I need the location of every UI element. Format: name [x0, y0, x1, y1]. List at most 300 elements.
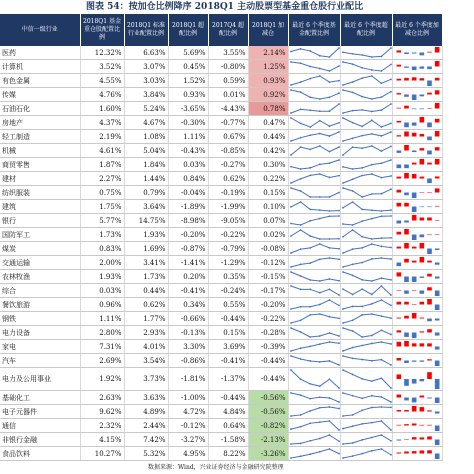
spark-bar	[427, 249, 432, 255]
spark-point	[361, 288, 363, 290]
spark-overweight-line	[341, 74, 393, 87]
spark-bar	[396, 221, 401, 224]
spark-point	[309, 279, 311, 281]
overweight-q1-cell: -3.27%	[168, 433, 208, 447]
spark-point	[370, 280, 372, 282]
spark-point	[370, 437, 372, 439]
spark-bar	[411, 215, 416, 221]
spark-overweight-cell	[340, 88, 392, 102]
change-q1-cell: -0.44%	[248, 368, 288, 391]
spark-bar	[419, 67, 424, 69]
header-spark-overweight: 最近 6 个季度超配比例	[340, 14, 392, 46]
spark-change-cell	[392, 102, 442, 116]
fund-ratio-cell: 9.62%	[80, 405, 124, 419]
spark-point	[338, 440, 340, 442]
spark-point	[380, 109, 382, 111]
spark-overweight-line	[341, 354, 393, 367]
industry-name-text: 农林牧渔	[2, 272, 30, 281]
overweight-q1-cell: -3.65%	[168, 102, 208, 116]
change-q1-cell: -0.39%	[248, 340, 288, 354]
spark-point	[309, 440, 311, 442]
spark-point	[361, 359, 363, 361]
spark-bar	[419, 379, 424, 381]
fund-ratio-cell: 4.15%	[80, 433, 124, 447]
spark-point	[338, 453, 340, 455]
allocation-table	[0, 14, 443, 461]
spark-point	[380, 406, 382, 408]
change-q1-cell: -0.08%	[248, 242, 288, 256]
spark-overweight-cell	[340, 433, 392, 447]
spark-bar	[411, 163, 416, 165]
spark-point	[290, 355, 292, 357]
change-q1-cell: -0.15%	[248, 270, 288, 284]
spark-point	[361, 378, 363, 380]
spark-line	[343, 104, 391, 113]
spark-line	[343, 435, 391, 444]
header-overweight-q4: 2017Q4 超配比例	[208, 14, 248, 46]
spark-point	[309, 453, 311, 455]
spark-overweight-cell	[340, 74, 392, 88]
spark-bar	[396, 342, 401, 347]
spark-bar	[396, 374, 401, 379]
spark-point	[309, 306, 311, 308]
change-q1-cell: 0.42%	[248, 144, 288, 158]
spark-bar	[427, 287, 432, 290]
spark-overweight-cell	[340, 270, 392, 284]
spark-point	[380, 285, 382, 287]
spark-change-cell	[392, 433, 442, 447]
spark-bar	[434, 291, 439, 297]
spark-point	[342, 428, 344, 430]
spark-fund-line	[289, 405, 341, 418]
spark-bar	[434, 361, 439, 367]
table-row	[0, 102, 442, 116]
spark-point	[380, 126, 382, 128]
spark-line	[343, 300, 391, 309]
spark-bar	[434, 176, 439, 178]
spark-bar	[411, 398, 416, 403]
spark-point	[390, 103, 392, 105]
table-row	[0, 433, 442, 447]
spark-point	[299, 229, 301, 231]
spark-bar	[404, 221, 409, 223]
spark-point	[338, 238, 340, 240]
spark-point	[342, 457, 344, 459]
spark-overweight-cell	[340, 46, 392, 60]
spark-fund-line	[289, 284, 341, 297]
fund-ratio-cell: 2.00%	[80, 256, 124, 270]
spark-point	[309, 134, 311, 136]
spark-line	[343, 342, 391, 351]
spark-point	[290, 308, 292, 310]
spark-bar	[434, 249, 439, 250]
spark-change-bars	[393, 144, 443, 157]
spark-point	[342, 288, 344, 290]
overweight-q4-cell: -1.99%	[208, 200, 248, 214]
spark-point	[299, 288, 301, 290]
spark-point	[351, 81, 353, 83]
fund-ratio-cell: 0.75%	[80, 186, 124, 200]
spark-point	[351, 201, 353, 203]
spark-change-bars	[393, 200, 443, 213]
spark-overweight-cell	[340, 116, 392, 130]
spark-fund-cell	[288, 391, 340, 405]
table-row	[0, 60, 442, 74]
spark-fund-cell	[288, 228, 340, 242]
overweight-q1-cell: 0.20%	[168, 270, 208, 284]
industry-name	[0, 270, 80, 284]
fund-ratio-cell: 1.73%	[80, 228, 124, 242]
industry-name	[0, 186, 80, 200]
spark-point	[390, 401, 392, 403]
spark-point	[318, 258, 320, 260]
table-row	[0, 130, 442, 144]
spark-change-cell	[392, 74, 442, 88]
change-q1-cell: -0.56%	[248, 405, 288, 419]
spark-overweight-cell	[340, 405, 392, 419]
spark-overweight-cell	[340, 298, 392, 312]
std-ratio-cell: 6.63%	[124, 46, 168, 60]
spark-point	[318, 68, 320, 70]
spark-overweight-line	[341, 298, 393, 311]
header-change: 2018Q1 加减仓	[248, 14, 288, 46]
industry-name	[0, 214, 80, 228]
spark-fund-line	[289, 368, 341, 390]
spark-bar	[419, 243, 424, 249]
industry-name	[0, 326, 80, 340]
std-ratio-cell: 2.93%	[124, 326, 168, 340]
spark-bar	[434, 398, 439, 404]
spark-fund-line	[289, 270, 341, 283]
spark-point	[318, 145, 320, 147]
std-ratio-cell: 1.69%	[124, 242, 168, 256]
overweight-q4-cell: 0.15%	[208, 326, 248, 340]
spark-change-cell	[392, 270, 442, 284]
spark-line	[291, 244, 339, 253]
spark-bar	[411, 207, 416, 213]
spark-point	[318, 438, 320, 440]
table-row	[0, 214, 442, 228]
fund-ratio-cell: 10.27%	[80, 447, 124, 461]
spark-change-cell	[392, 200, 442, 214]
spark-bar	[419, 78, 424, 80]
spark-point	[351, 168, 353, 170]
spark-point	[370, 164, 372, 166]
spark-change-bars	[393, 391, 443, 404]
spark-point	[380, 162, 382, 164]
industry-name-text: 电子元器件	[2, 407, 37, 416]
spark-bar	[404, 259, 409, 263]
change-q1-cell: 0.07%	[248, 214, 288, 228]
spark-bar	[434, 61, 439, 67]
spark-bar	[396, 247, 401, 249]
spark-point	[390, 279, 392, 281]
spark-fund-line	[289, 326, 341, 339]
spark-overweight-cell	[340, 158, 392, 172]
spark-point	[338, 215, 340, 217]
spark-bar	[411, 174, 416, 179]
overweight-q4-cell: -0.22%	[208, 228, 248, 242]
spark-overweight-line	[341, 326, 393, 339]
spark-bar	[419, 109, 424, 110]
spark-point	[370, 243, 372, 245]
spark-change-cell	[392, 186, 442, 200]
spark-point	[290, 112, 292, 114]
spark-change-bars	[393, 419, 443, 432]
spark-point	[351, 122, 353, 124]
spark-line	[343, 118, 391, 127]
spark-point	[380, 135, 382, 137]
spark-point	[290, 457, 292, 459]
spark-point	[370, 193, 372, 195]
spark-bar	[419, 235, 424, 238]
spark-bar	[434, 103, 439, 109]
spark-line	[343, 421, 391, 430]
spark-overweight-line	[341, 130, 393, 143]
change-q1-cell: 0.47%	[248, 116, 288, 130]
change-q1-cell: 0.30%	[248, 158, 288, 172]
overweight-q1-cell: 0.34%	[168, 298, 208, 312]
overweight-q1-cell: -0.20%	[168, 228, 208, 242]
spark-fund-cell	[288, 405, 340, 419]
spark-point	[290, 285, 292, 287]
spark-line	[291, 62, 339, 71]
spark-line	[291, 421, 339, 430]
spark-bar	[404, 451, 409, 453]
spark-point	[370, 69, 372, 71]
spark-point	[328, 110, 330, 112]
table-row	[0, 186, 442, 200]
spark-line	[291, 342, 339, 351]
spark-fund-line	[289, 312, 341, 325]
industry-name-text: 汽车	[2, 356, 16, 365]
spark-bar	[427, 436, 432, 439]
spark-bar	[396, 263, 401, 267]
spark-bar	[419, 437, 424, 439]
spark-point	[342, 271, 344, 273]
spark-bar	[396, 272, 401, 276]
spark-bar	[419, 177, 424, 179]
spark-fund-cell	[288, 284, 340, 298]
spark-point	[309, 148, 311, 150]
spark-point	[380, 210, 382, 212]
spark-point	[342, 61, 344, 63]
spark-bar	[419, 117, 424, 123]
spark-change-bars	[393, 242, 443, 255]
spark-bar	[427, 179, 432, 184]
spark-point	[390, 91, 392, 93]
spark-point	[370, 407, 372, 409]
spark-point	[328, 434, 330, 436]
spark-point	[370, 111, 372, 113]
spark-point	[299, 137, 301, 139]
industry-name	[0, 256, 80, 270]
spark-point	[318, 98, 320, 100]
fund-ratio-cell: 1.87%	[80, 158, 124, 172]
spark-overweight-line	[341, 88, 393, 101]
spark-fund-cell	[288, 200, 340, 214]
spark-point	[351, 92, 353, 94]
industry-name	[0, 447, 80, 461]
spark-bar	[419, 450, 424, 453]
spark-bar	[404, 398, 409, 401]
spark-point	[318, 361, 320, 363]
spark-fund-cell	[288, 116, 340, 130]
spark-bar	[411, 109, 416, 110]
spark-point	[342, 350, 344, 352]
spark-point	[328, 177, 330, 179]
std-ratio-cell: 3.84%	[124, 88, 168, 102]
industry-name	[0, 172, 80, 186]
spark-bar	[411, 95, 416, 101]
spark-point	[380, 177, 382, 179]
spark-overweight-line	[341, 405, 393, 418]
std-ratio-cell: 4.01%	[124, 340, 168, 354]
spark-point	[370, 238, 372, 240]
spark-point	[299, 443, 301, 445]
spark-point	[370, 173, 372, 175]
spark-point	[318, 120, 320, 122]
overweight-q4-cell: -1.58%	[208, 433, 248, 447]
spark-point	[361, 220, 363, 222]
spark-point	[351, 357, 353, 359]
spark-point	[299, 146, 301, 148]
table-row	[0, 368, 442, 391]
spark-bar	[427, 329, 432, 332]
spark-point	[370, 303, 372, 305]
spark-point	[380, 257, 382, 259]
spark-overweight-cell	[340, 447, 392, 461]
spark-point	[380, 396, 382, 398]
industry-name	[0, 368, 80, 391]
spark-overweight-line	[341, 228, 393, 241]
overweight-q4-cell: -0.19%	[208, 186, 248, 200]
spark-line	[343, 449, 391, 458]
spark-overweight-line	[341, 340, 393, 353]
spark-point	[380, 420, 382, 422]
spark-point	[361, 423, 363, 425]
spark-point	[351, 374, 353, 376]
industry-name-text: 机械	[2, 146, 16, 155]
spark-bar	[434, 319, 439, 321]
overweight-q4-cell: 8.22%	[208, 447, 248, 461]
spark-point	[351, 146, 353, 148]
table-row	[0, 340, 442, 354]
spark-bar	[404, 229, 409, 235]
spark-point	[318, 407, 320, 409]
spark-bar	[396, 177, 401, 179]
spark-point	[361, 67, 363, 69]
spark-overweight-cell	[340, 354, 392, 368]
spark-point	[380, 237, 382, 239]
header-spark-change: 最近 6 个季度加减仓比例	[392, 14, 442, 46]
table-row	[0, 447, 442, 461]
header-spark-fund: 最近 6 个季度基金配置比例	[288, 14, 340, 46]
spark-bar	[404, 243, 409, 249]
overweight-q4-cell: -0.24%	[208, 284, 248, 298]
std-ratio-cell: 0.79%	[124, 186, 168, 200]
change-q1-cell: -2.13%	[248, 433, 288, 447]
spark-point	[390, 175, 392, 177]
std-ratio-cell: 1.44%	[124, 172, 168, 186]
spark-point	[290, 327, 292, 329]
spark-point	[318, 55, 320, 57]
industry-name-text: 医药	[2, 48, 16, 57]
spark-point	[370, 380, 372, 382]
spark-fund-line	[289, 419, 341, 432]
spark-overweight-line	[341, 46, 393, 59]
spark-bar	[396, 318, 401, 319]
industry-name	[0, 298, 80, 312]
fund-ratio-cell: 2.80%	[80, 326, 124, 340]
spark-point	[290, 392, 292, 394]
fund-ratio-cell: 1.93%	[80, 270, 124, 284]
spark-point	[318, 304, 320, 306]
spark-line	[291, 160, 339, 169]
spark-overweight-cell	[340, 284, 392, 298]
spark-bar	[404, 95, 409, 97]
industry-name-text: 房地产	[2, 118, 23, 127]
spark-change-bars	[393, 116, 443, 129]
spark-point	[338, 364, 340, 366]
spark-bar	[419, 193, 424, 194]
spark-point	[299, 358, 301, 360]
spark-point	[290, 61, 292, 63]
spark-point	[328, 215, 330, 217]
industry-name-text: 建筑	[2, 202, 16, 211]
spark-bar	[434, 131, 439, 137]
spark-change-cell	[392, 298, 442, 312]
spark-point	[290, 84, 292, 86]
change-q1-cell: 0.22%	[248, 172, 288, 186]
spark-point	[342, 322, 344, 324]
spark-bar	[427, 137, 432, 141]
spark-bar	[404, 193, 409, 196]
spark-bar	[427, 93, 432, 95]
industry-name-text: 电力及公用事业	[2, 374, 51, 383]
spark-point	[290, 271, 292, 273]
spark-change-bars	[393, 284, 443, 297]
spark-line	[343, 202, 391, 211]
fund-ratio-cell: 2.19%	[80, 130, 124, 144]
spark-point	[370, 294, 372, 296]
overweight-q4-cell: -0.44%	[208, 391, 248, 405]
table-row	[0, 256, 442, 270]
header-fund-ratio: 2018Q1 基金重仓股配置比例	[80, 14, 124, 46]
spark-line	[291, 435, 339, 444]
change-q1-cell: 2.14%	[248, 46, 288, 60]
spark-point	[370, 98, 372, 100]
std-ratio-cell: 0.44%	[124, 284, 168, 298]
overweight-q1-cell: -0.13%	[168, 326, 208, 340]
spark-line	[291, 118, 339, 127]
spark-point	[380, 246, 382, 248]
spark-bar	[419, 318, 424, 319]
spark-bar	[419, 425, 424, 426]
spark-point	[370, 360, 372, 362]
overweight-q4-cell: -9.05%	[208, 214, 248, 228]
spark-point	[309, 345, 311, 347]
spark-point	[390, 317, 392, 319]
spark-bar	[427, 207, 432, 208]
spark-fund-cell	[288, 368, 340, 391]
spark-point	[390, 122, 392, 124]
std-ratio-cell: 4.89%	[124, 405, 168, 419]
spark-point	[351, 442, 353, 444]
spark-point	[361, 453, 363, 455]
spark-point	[309, 336, 311, 338]
spark-bar	[404, 173, 409, 179]
